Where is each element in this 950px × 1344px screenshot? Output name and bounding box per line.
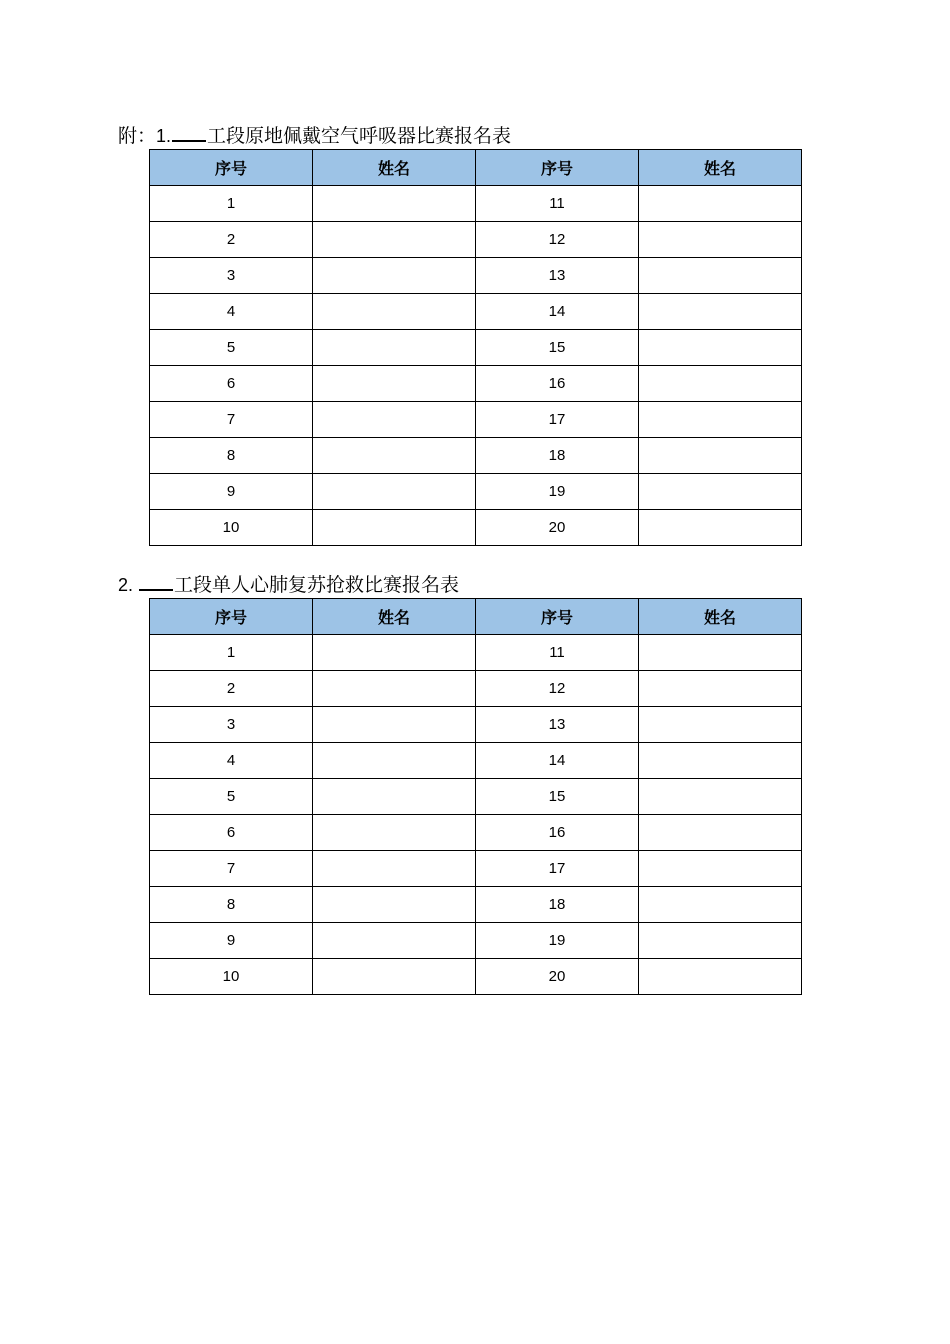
appendix-prefix: 附： [118, 125, 157, 147]
name-cell[interactable] [313, 474, 476, 510]
header-name-left: 姓名 [313, 599, 476, 635]
roster-table-2 [149, 598, 802, 995]
name-cell[interactable] [639, 743, 802, 779]
name-cell[interactable] [639, 330, 802, 366]
seq-cell: 7 [150, 851, 313, 887]
name-cell[interactable] [313, 743, 476, 779]
name-cell[interactable] [639, 402, 802, 438]
name-cell[interactable] [639, 510, 802, 546]
table-row [150, 438, 802, 474]
name-cell[interactable] [313, 815, 476, 851]
seq-cell: 8 [150, 887, 313, 923]
section-2-fill-blank[interactable] [139, 571, 173, 591]
table-header-row [150, 150, 802, 186]
table-row [150, 887, 802, 923]
roster-table-1 [149, 149, 802, 546]
name-cell[interactable] [313, 851, 476, 887]
name-cell[interactable] [639, 923, 802, 959]
table-row [150, 635, 802, 671]
seq-cell: 11 [476, 635, 639, 671]
table-row [150, 671, 802, 707]
name-cell[interactable] [639, 635, 802, 671]
seq-cell: 10 [150, 510, 313, 546]
header-name-right: 姓名 [639, 150, 802, 186]
header-name-left: 姓名 [313, 150, 476, 186]
header-name-right: 姓名 [639, 599, 802, 635]
seq-cell: 4 [150, 294, 313, 330]
seq-cell: 18 [476, 438, 639, 474]
seq-cell: 19 [476, 474, 639, 510]
name-cell[interactable] [639, 887, 802, 923]
table-row [150, 959, 802, 995]
table-row [150, 186, 802, 222]
table-row [150, 366, 802, 402]
name-cell[interactable] [639, 815, 802, 851]
name-cell[interactable] [313, 186, 476, 222]
name-cell[interactable] [639, 186, 802, 222]
name-cell[interactable] [313, 438, 476, 474]
section-1-title: 工段原地佩戴空气呼吸器比赛报名表 [207, 125, 512, 147]
seq-cell: 12 [476, 671, 639, 707]
seq-cell: 14 [476, 294, 639, 330]
seq-cell: 2 [150, 222, 313, 258]
seq-cell: 12 [476, 222, 639, 258]
section-2-number: 2. [118, 575, 139, 595]
seq-cell: 15 [476, 779, 639, 815]
seq-cell: 19 [476, 923, 639, 959]
name-cell[interactable] [313, 510, 476, 546]
header-seq-left: 序号 [150, 150, 313, 186]
name-cell[interactable] [313, 707, 476, 743]
table-row [150, 258, 802, 294]
table-row [150, 294, 802, 330]
seq-cell: 14 [476, 743, 639, 779]
seq-cell: 4 [150, 743, 313, 779]
seq-cell: 20 [476, 510, 639, 546]
name-cell[interactable] [639, 671, 802, 707]
name-cell[interactable] [639, 258, 802, 294]
name-cell[interactable] [313, 671, 476, 707]
section-2-title: 工段单人心肺复苏抢救比赛报名表 [174, 574, 460, 596]
seq-cell: 6 [150, 815, 313, 851]
seq-cell: 2 [150, 671, 313, 707]
seq-cell: 1 [150, 186, 313, 222]
name-cell[interactable] [313, 402, 476, 438]
seq-cell: 15 [476, 330, 639, 366]
table-row [150, 707, 802, 743]
seq-cell: 11 [476, 186, 639, 222]
seq-cell: 16 [476, 366, 639, 402]
name-cell[interactable] [313, 258, 476, 294]
table-row [150, 474, 802, 510]
table-row [150, 743, 802, 779]
table-header-row [150, 599, 802, 635]
name-cell[interactable] [639, 959, 802, 995]
seq-cell: 9 [150, 474, 313, 510]
name-cell[interactable] [313, 959, 476, 995]
name-cell[interactable] [313, 887, 476, 923]
table-row [150, 851, 802, 887]
name-cell[interactable] [313, 330, 476, 366]
table-row [150, 402, 802, 438]
name-cell[interactable] [639, 779, 802, 815]
seq-cell: 8 [150, 438, 313, 474]
table-row [150, 510, 802, 546]
name-cell[interactable] [639, 474, 802, 510]
name-cell[interactable] [639, 707, 802, 743]
name-cell[interactable] [639, 222, 802, 258]
seq-cell: 17 [476, 851, 639, 887]
name-cell[interactable] [313, 222, 476, 258]
seq-cell: 20 [476, 959, 639, 995]
seq-cell: 18 [476, 887, 639, 923]
table-row [150, 222, 802, 258]
seq-cell: 5 [150, 330, 313, 366]
section-2-heading [118, 571, 459, 597]
section-1-number: 1. [156, 126, 172, 146]
name-cell[interactable] [313, 779, 476, 815]
seq-cell: 7 [150, 402, 313, 438]
seq-cell: 3 [150, 258, 313, 294]
seq-cell: 13 [476, 258, 639, 294]
header-seq-left: 序号 [150, 599, 313, 635]
name-cell[interactable] [313, 635, 476, 671]
table-row [150, 923, 802, 959]
name-cell[interactable] [639, 851, 802, 887]
table-row [150, 330, 802, 366]
seq-cell: 17 [476, 402, 639, 438]
name-cell[interactable] [313, 294, 476, 330]
seq-cell: 16 [476, 815, 639, 851]
name-cell[interactable] [313, 923, 476, 959]
seq-cell: 6 [150, 366, 313, 402]
name-cell[interactable] [639, 294, 802, 330]
section-1-heading [118, 122, 511, 148]
header-seq-right: 序号 [476, 150, 639, 186]
name-cell[interactable] [313, 366, 476, 402]
name-cell[interactable] [639, 438, 802, 474]
header-seq-right: 序号 [476, 599, 639, 635]
seq-cell: 9 [150, 923, 313, 959]
section-1-fill-blank[interactable] [172, 122, 206, 142]
seq-cell: 1 [150, 635, 313, 671]
name-cell[interactable] [639, 366, 802, 402]
seq-cell: 13 [476, 707, 639, 743]
table-row [150, 779, 802, 815]
seq-cell: 3 [150, 707, 313, 743]
table-row [150, 815, 802, 851]
seq-cell: 10 [150, 959, 313, 995]
seq-cell: 5 [150, 779, 313, 815]
